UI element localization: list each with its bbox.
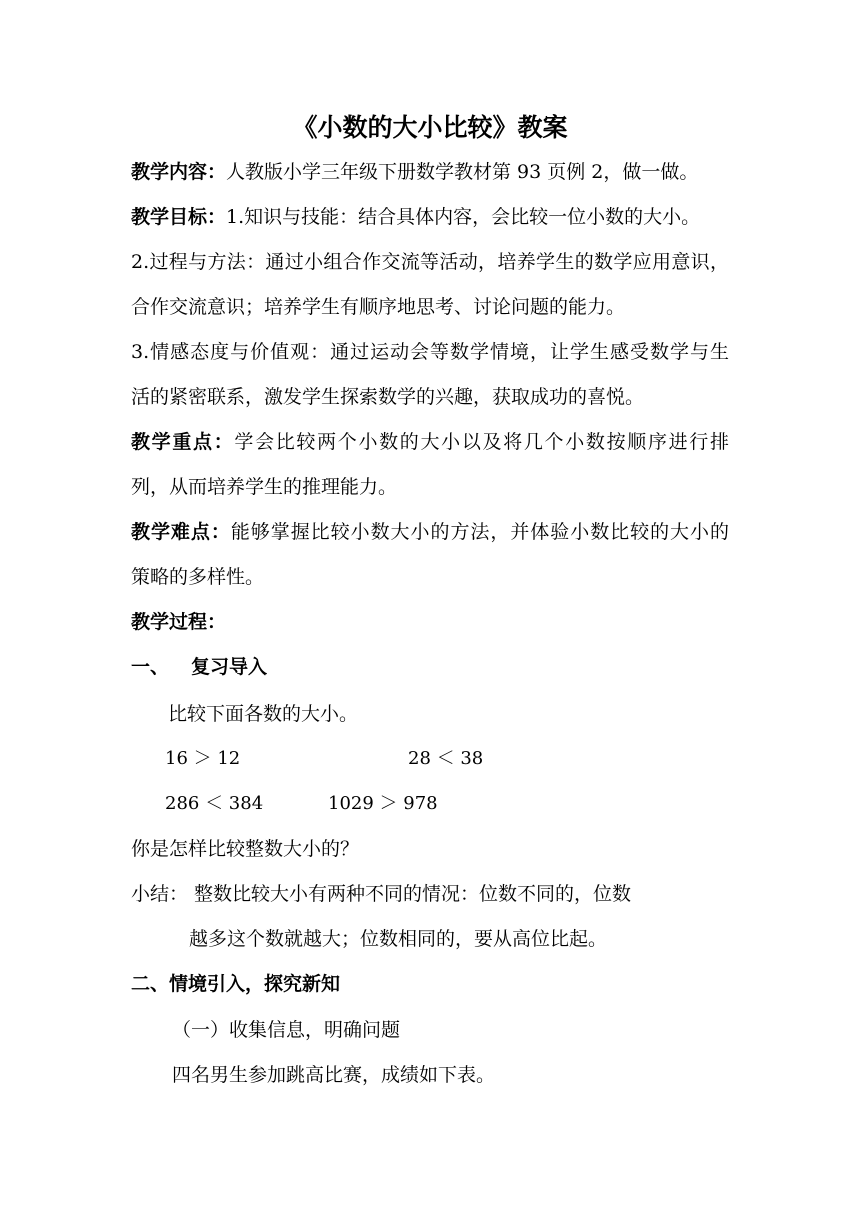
comparison-3: 286 ＜ 384 — [165, 793, 264, 814]
teaching-goal-2-line2: 合作交流意识；培养学生有顺序地思考、讨论问题的能力。 — [131, 296, 626, 318]
teaching-process-heading: 教学过程： — [131, 611, 227, 633]
teaching-difficulty-line1 — [131, 520, 729, 544]
teaching-difficulty-label: 教学难点： — [131, 521, 231, 543]
teaching-difficulty-text: 能够掌握比较小数大小的方法，并体验小数比较的大小的 — [230, 521, 729, 543]
teaching-goal-label: 教学目标： — [131, 206, 227, 228]
section-2-title: 二、情境引入，探究新知 — [131, 973, 341, 995]
subsection-1-title: （一）收集信息，明确问题 — [172, 1019, 401, 1041]
teaching-content — [131, 160, 698, 184]
comparison-4: 1029 ＞ 978 — [328, 793, 438, 814]
teaching-goal-3-line1: 3.情感态度与价值观：通过运动会等数学情境，让学生感受数学与生 — [131, 341, 729, 363]
comparison-2: 28 ＜ 38 — [408, 748, 484, 769]
summary-line2: 越多这个数就越大；位数相同的，要从高位比起。 — [189, 928, 608, 950]
compare-prompt: 比较下面各数的大小。 — [168, 703, 359, 725]
comparison-1: 16 ＞ 12 — [165, 748, 241, 769]
subsection-1-text: 四名男生参加跳高比赛，成绩如下表。 — [172, 1064, 496, 1086]
teaching-goal-2-line1: 2.过程与方法：通过小组合作交流等活动，培养学生的数学应用意识， — [131, 251, 729, 273]
section-1-title: 复习导入 — [191, 656, 268, 678]
teaching-key-line2: 列，从而培养学生的推理能力。 — [131, 476, 398, 498]
section-1-number: 一、 — [131, 656, 170, 678]
teaching-key-text: 学会比较两个小数的大小以及将几个小数按顺序进行排 — [234, 431, 729, 453]
question-text: 你是怎样比较整数大小的？ — [131, 838, 360, 860]
teaching-goal-1: 1.知识与技能：结合具体内容，会比较一位小数的大小。 — [226, 206, 701, 228]
teaching-content-label: 教学内容： — [131, 161, 227, 183]
teaching-goal — [131, 205, 700, 229]
page-title: 《小数的大小比较》教案 — [292, 113, 568, 142]
teaching-key-line1 — [131, 430, 729, 454]
teaching-key-label: 教学重点： — [131, 431, 235, 453]
teaching-goal-3-line2: 活的紧密联系，激发学生探索数学的兴趣，获取成功的喜悦。 — [131, 386, 645, 408]
summary-line1: 小结： 整数比较大小有两种不同的情况：位数不同的，位数 — [131, 883, 632, 905]
teaching-content-text: 人教版小学三年级下册数学教材第 93 页例 2，做一做。 — [226, 161, 699, 183]
teaching-difficulty-line2: 策略的多样性。 — [131, 566, 265, 588]
